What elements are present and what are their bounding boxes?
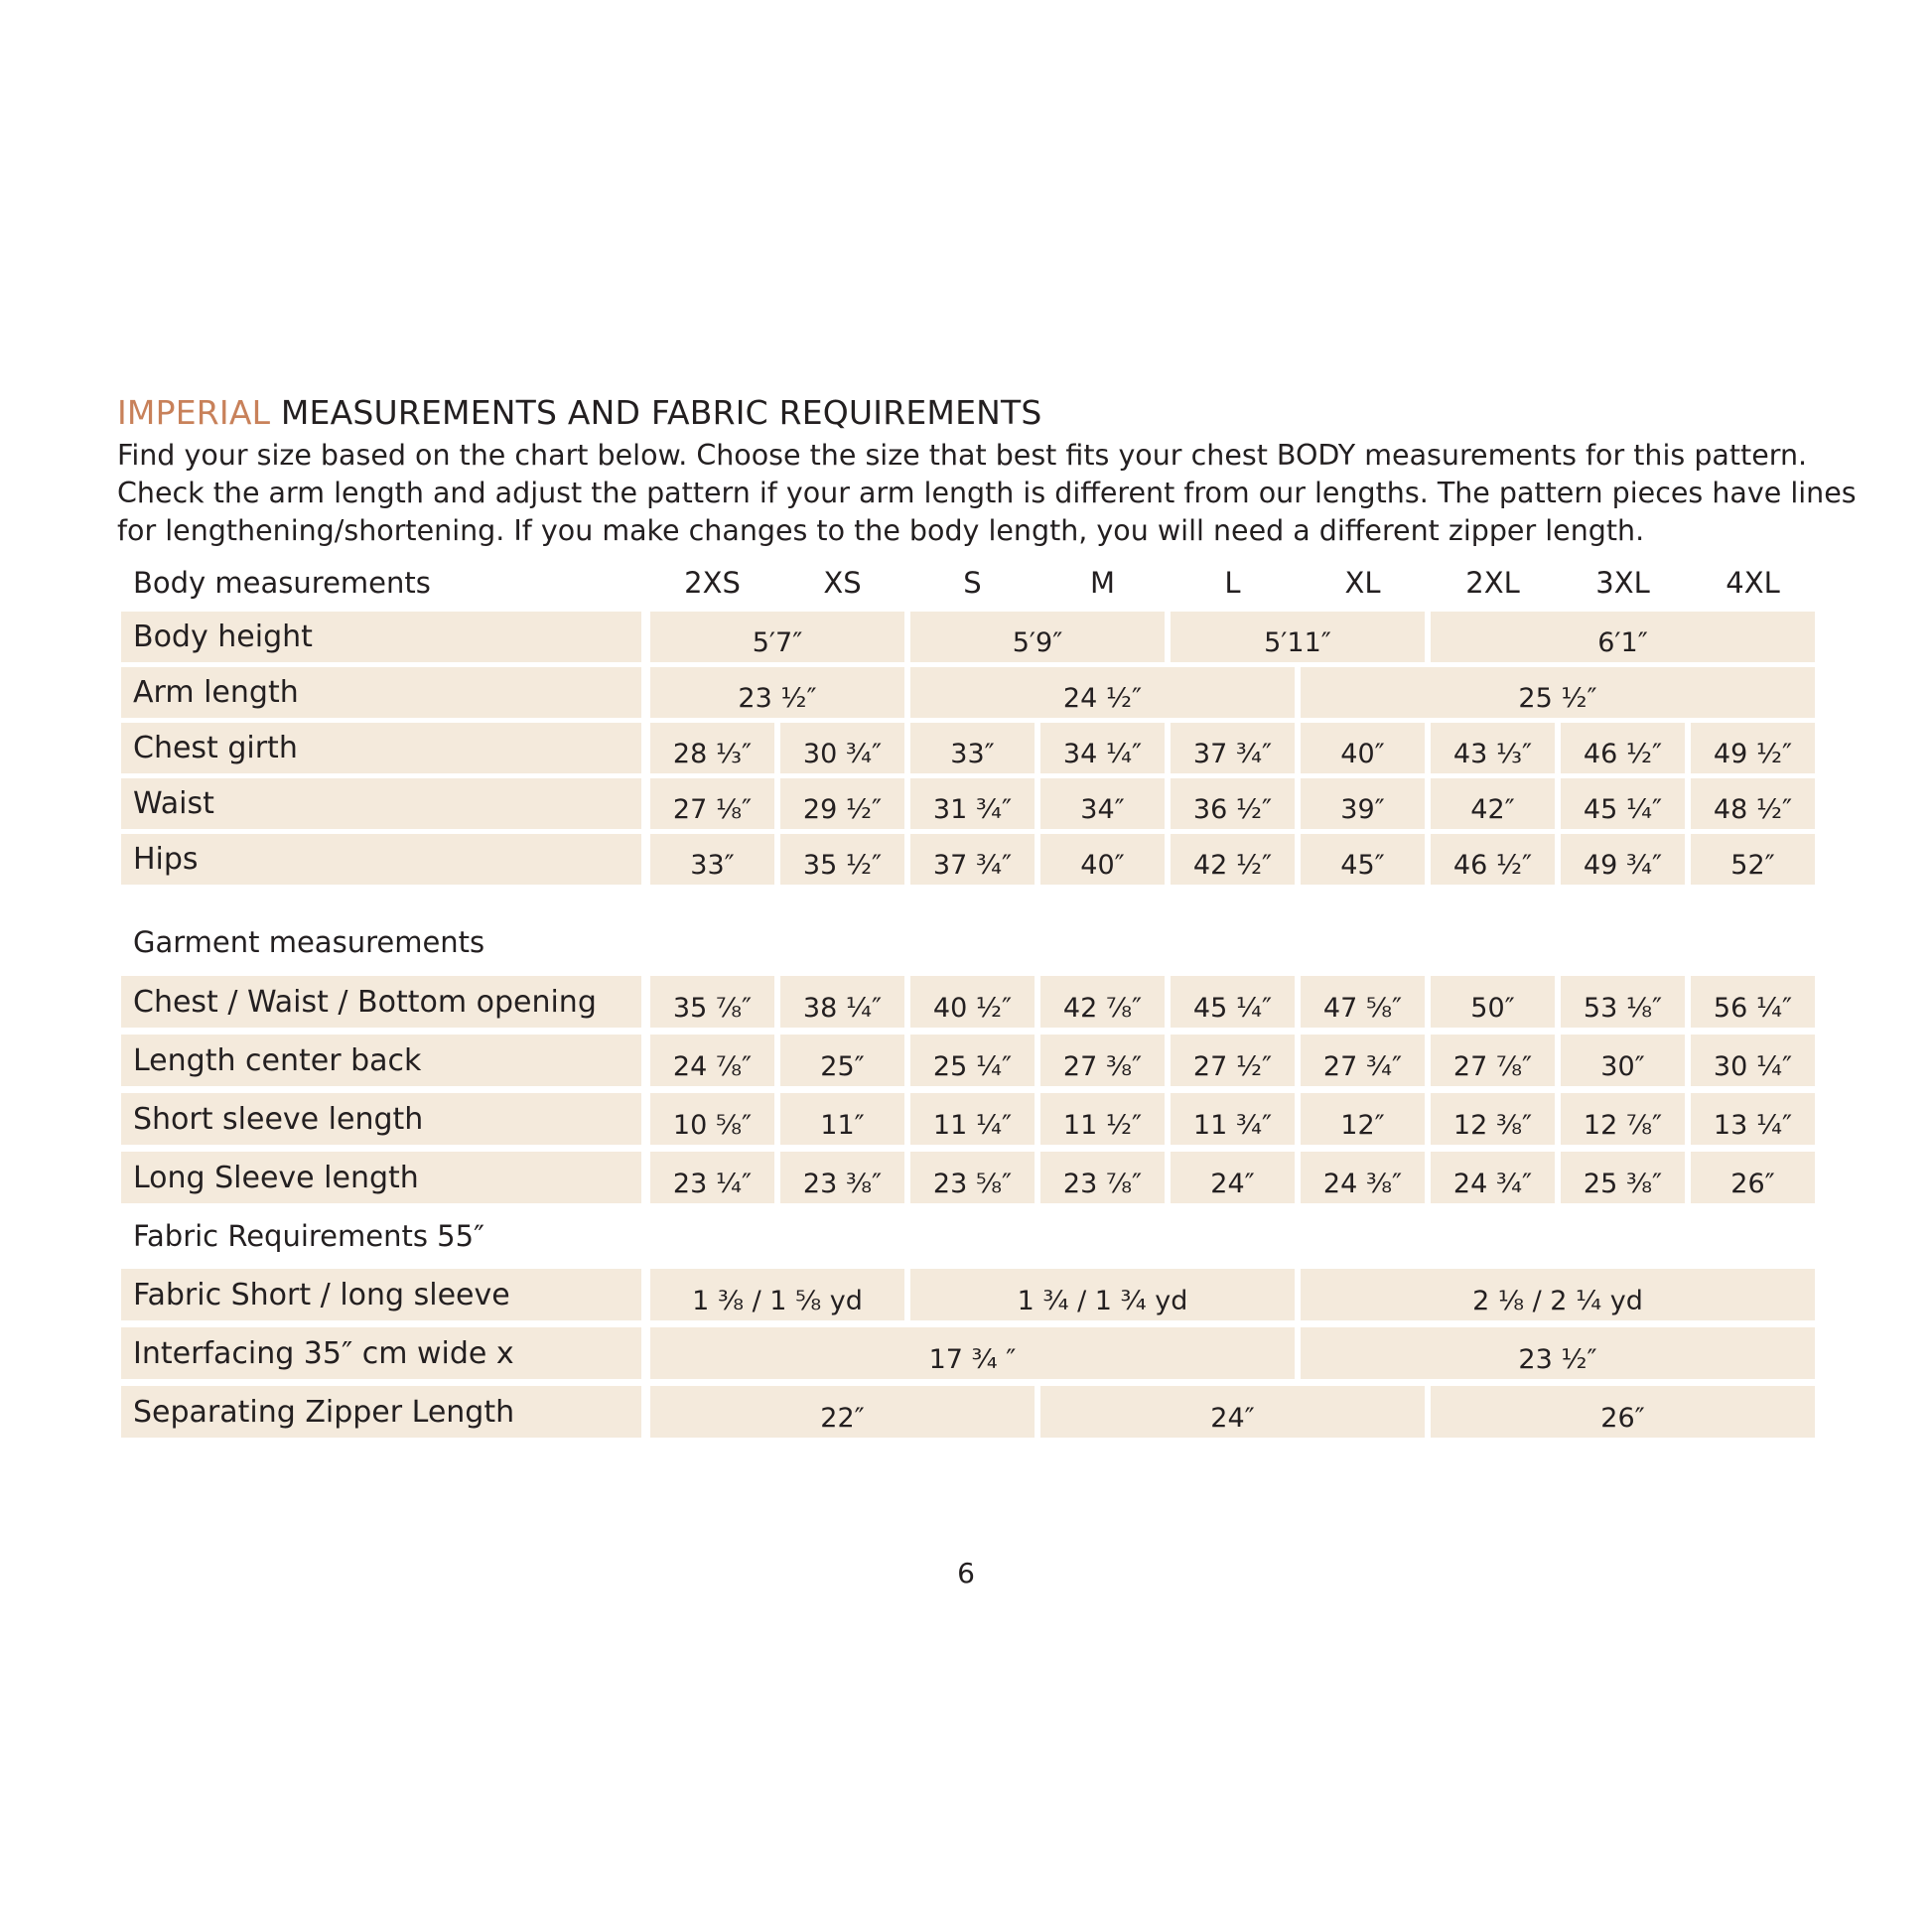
fabric-table-cell: 26″: [1431, 1386, 1815, 1438]
garment-table-cell: 11″: [780, 1093, 904, 1145]
body-table-cell: 40″: [1040, 834, 1165, 885]
body-table-cell: 46 ½″: [1561, 723, 1685, 773]
body-table-cell: 42″: [1431, 778, 1555, 829]
body-table-cell: 30 ¾″: [780, 723, 904, 773]
garment-table-cell: 13 ¼″: [1691, 1093, 1815, 1145]
fabric-requirements-header: Fabric Requirements 55″: [133, 1219, 484, 1253]
fabric-row-label: Separating Zipper Length: [121, 1386, 641, 1438]
body-table-cell: 29 ½″: [780, 778, 904, 829]
body-table-cell: 33″: [910, 723, 1035, 773]
body-row-label: Arm length: [121, 667, 641, 718]
intro-line: Find your size based on the chart below. Choose the size that best fits your chest BODY measurements for this pattern.: [117, 439, 1808, 472]
fabric-table-cell: 17 ¾ ″: [650, 1327, 1295, 1379]
title-rest: MEASUREMENTS AND FABRIC REQUIREMENTS: [270, 393, 1042, 432]
garment-table-cell: 40 ½″: [910, 976, 1035, 1028]
page-title: [117, 393, 1042, 432]
intro-line: Check the arm length and adjust the pattern if your arm length is different from our lengths. The pattern pieces have lines: [117, 477, 1857, 509]
fabric-table-cell: 23 ½″: [1301, 1327, 1815, 1379]
body-row-label: Waist: [121, 778, 641, 829]
garment-table-cell: 26″: [1691, 1152, 1815, 1203]
body-table-cell: 5′7″: [650, 612, 904, 662]
garment-table-cell: 24 ¾″: [1431, 1152, 1555, 1203]
garment-table-cell: 12″: [1301, 1093, 1425, 1145]
body-table-cell: 42 ½″: [1171, 834, 1295, 885]
garment-table-cell: 25 ⅜″: [1561, 1152, 1685, 1203]
fabric-table-cell: 22″: [650, 1386, 1035, 1438]
size-header: 3XL: [1595, 566, 1650, 600]
garment-table-cell: 27 ⅜″: [1040, 1035, 1165, 1086]
body-row-label: Body height: [121, 612, 641, 662]
garment-table-cell: 45 ¼″: [1171, 976, 1295, 1028]
body-table-cell: 6′1″: [1431, 612, 1815, 662]
garment-table-cell: 56 ¼″: [1691, 976, 1815, 1028]
title-accent: IMPERIAL: [117, 393, 271, 432]
body-table-cell: 40″: [1301, 723, 1425, 773]
body-table-cell: 52″: [1691, 834, 1815, 885]
body-table-cell: 49 ½″: [1691, 723, 1815, 773]
garment-table-cell: 23 ¼″: [650, 1152, 774, 1203]
body-row-label: Hips: [121, 834, 641, 885]
fabric-table-cell: 1 ¾ / 1 ¾ yd: [910, 1269, 1295, 1320]
garment-table-cell: 12 ⅞″: [1561, 1093, 1685, 1145]
body-table-cell: 24 ½″: [910, 667, 1295, 718]
garment-table-cell: 27 ½″: [1171, 1035, 1295, 1086]
garment-table-cell: 50″: [1431, 976, 1555, 1028]
garment-table-cell: 10 ⅝″: [650, 1093, 774, 1145]
intro-paragraph: [117, 437, 1864, 550]
body-table-cell: 45″: [1301, 834, 1425, 885]
body-table-cell: 39″: [1301, 778, 1425, 829]
garment-table-cell: 24 ⅜″: [1301, 1152, 1425, 1203]
body-table-cell: 37 ¾″: [910, 834, 1035, 885]
garment-row-label: Length center back: [121, 1035, 641, 1086]
size-header: XL: [1344, 566, 1381, 600]
garment-table-cell: 35 ⅞″: [650, 976, 774, 1028]
size-header: 4XL: [1725, 566, 1780, 600]
body-table-cell: 5′11″: [1171, 612, 1425, 662]
body-table-cell: 33″: [650, 834, 774, 885]
garment-table-cell: 23 ⅝″: [910, 1152, 1035, 1203]
garment-table-cell: 42 ⅞″: [1040, 976, 1165, 1028]
garment-table-cell: 23 ⅞″: [1040, 1152, 1165, 1203]
fabric-table-cell: 24″: [1040, 1386, 1425, 1438]
body-table-cell: 43 ⅓″: [1431, 723, 1555, 773]
garment-table-cell: 30 ¼″: [1691, 1035, 1815, 1086]
garment-table-cell: 24″: [1171, 1152, 1295, 1203]
garment-table-cell: 25 ¼″: [910, 1035, 1035, 1086]
body-table-cell: 35 ½″: [780, 834, 904, 885]
fabric-row-label: Interfacing 35″ cm wide x: [121, 1327, 641, 1379]
garment-table-cell: 25″: [780, 1035, 904, 1086]
garment-table-cell: 53 ⅛″: [1561, 976, 1685, 1028]
body-table-cell: 45 ¼″: [1561, 778, 1685, 829]
body-measurements-header: Body measurements: [133, 566, 431, 600]
garment-table-cell: 27 ¾″: [1301, 1035, 1425, 1086]
page-number: 6: [957, 1557, 975, 1589]
body-table-cell: 28 ⅓″: [650, 723, 774, 773]
intro-line: for lengthening/shortening. If you make changes to the body length, you will need a different zipper length.: [117, 514, 1645, 547]
fabric-table-cell: 1 ⅜ / 1 ⅝ yd: [650, 1269, 904, 1320]
size-header: 2XL: [1465, 566, 1520, 600]
garment-row-label: Chest / Waist / Bottom opening: [121, 976, 641, 1028]
body-table-cell: 5′9″: [910, 612, 1165, 662]
body-table-cell: 23 ½″: [650, 667, 904, 718]
body-table-cell: 25 ½″: [1301, 667, 1815, 718]
garment-table-cell: 38 ¼″: [780, 976, 904, 1028]
garment-table-cell: 12 ⅜″: [1431, 1093, 1555, 1145]
body-table-cell: 31 ¾″: [910, 778, 1035, 829]
body-table-cell: 48 ½″: [1691, 778, 1815, 829]
garment-table-cell: 30″: [1561, 1035, 1685, 1086]
body-row-label: Chest girth: [121, 723, 641, 773]
body-table-cell: 49 ¾″: [1561, 834, 1685, 885]
body-table-cell: 34″: [1040, 778, 1165, 829]
body-table-cell: 36 ½″: [1171, 778, 1295, 829]
garment-table-cell: 24 ⅞″: [650, 1035, 774, 1086]
garment-row-label: Long Sleeve length: [121, 1152, 641, 1203]
size-header: L: [1224, 566, 1241, 600]
garment-table-cell: 27 ⅞″: [1431, 1035, 1555, 1086]
garment-measurements-header: Garment measurements: [133, 925, 485, 959]
size-header: M: [1089, 566, 1116, 600]
body-table-cell: 46 ½″: [1431, 834, 1555, 885]
garment-table-cell: 47 ⅝″: [1301, 976, 1425, 1028]
size-header: 2XS: [684, 566, 741, 600]
fabric-table-cell: 2 ⅛ / 2 ¼ yd: [1301, 1269, 1815, 1320]
garment-table-cell: 11 ¾″: [1171, 1093, 1295, 1145]
body-table-cell: 27 ⅛″: [650, 778, 774, 829]
size-header: S: [963, 566, 982, 600]
garment-table-cell: 23 ⅜″: [780, 1152, 904, 1203]
garment-table-cell: 11 ¼″: [910, 1093, 1035, 1145]
fabric-row-label: Fabric Short / long sleeve: [121, 1269, 641, 1320]
garment-table-cell: 11 ½″: [1040, 1093, 1165, 1145]
body-table-cell: 37 ¾″: [1171, 723, 1295, 773]
size-header: XS: [823, 566, 862, 600]
garment-row-label: Short sleeve length: [121, 1093, 641, 1145]
body-table-cell: 34 ¼″: [1040, 723, 1165, 773]
